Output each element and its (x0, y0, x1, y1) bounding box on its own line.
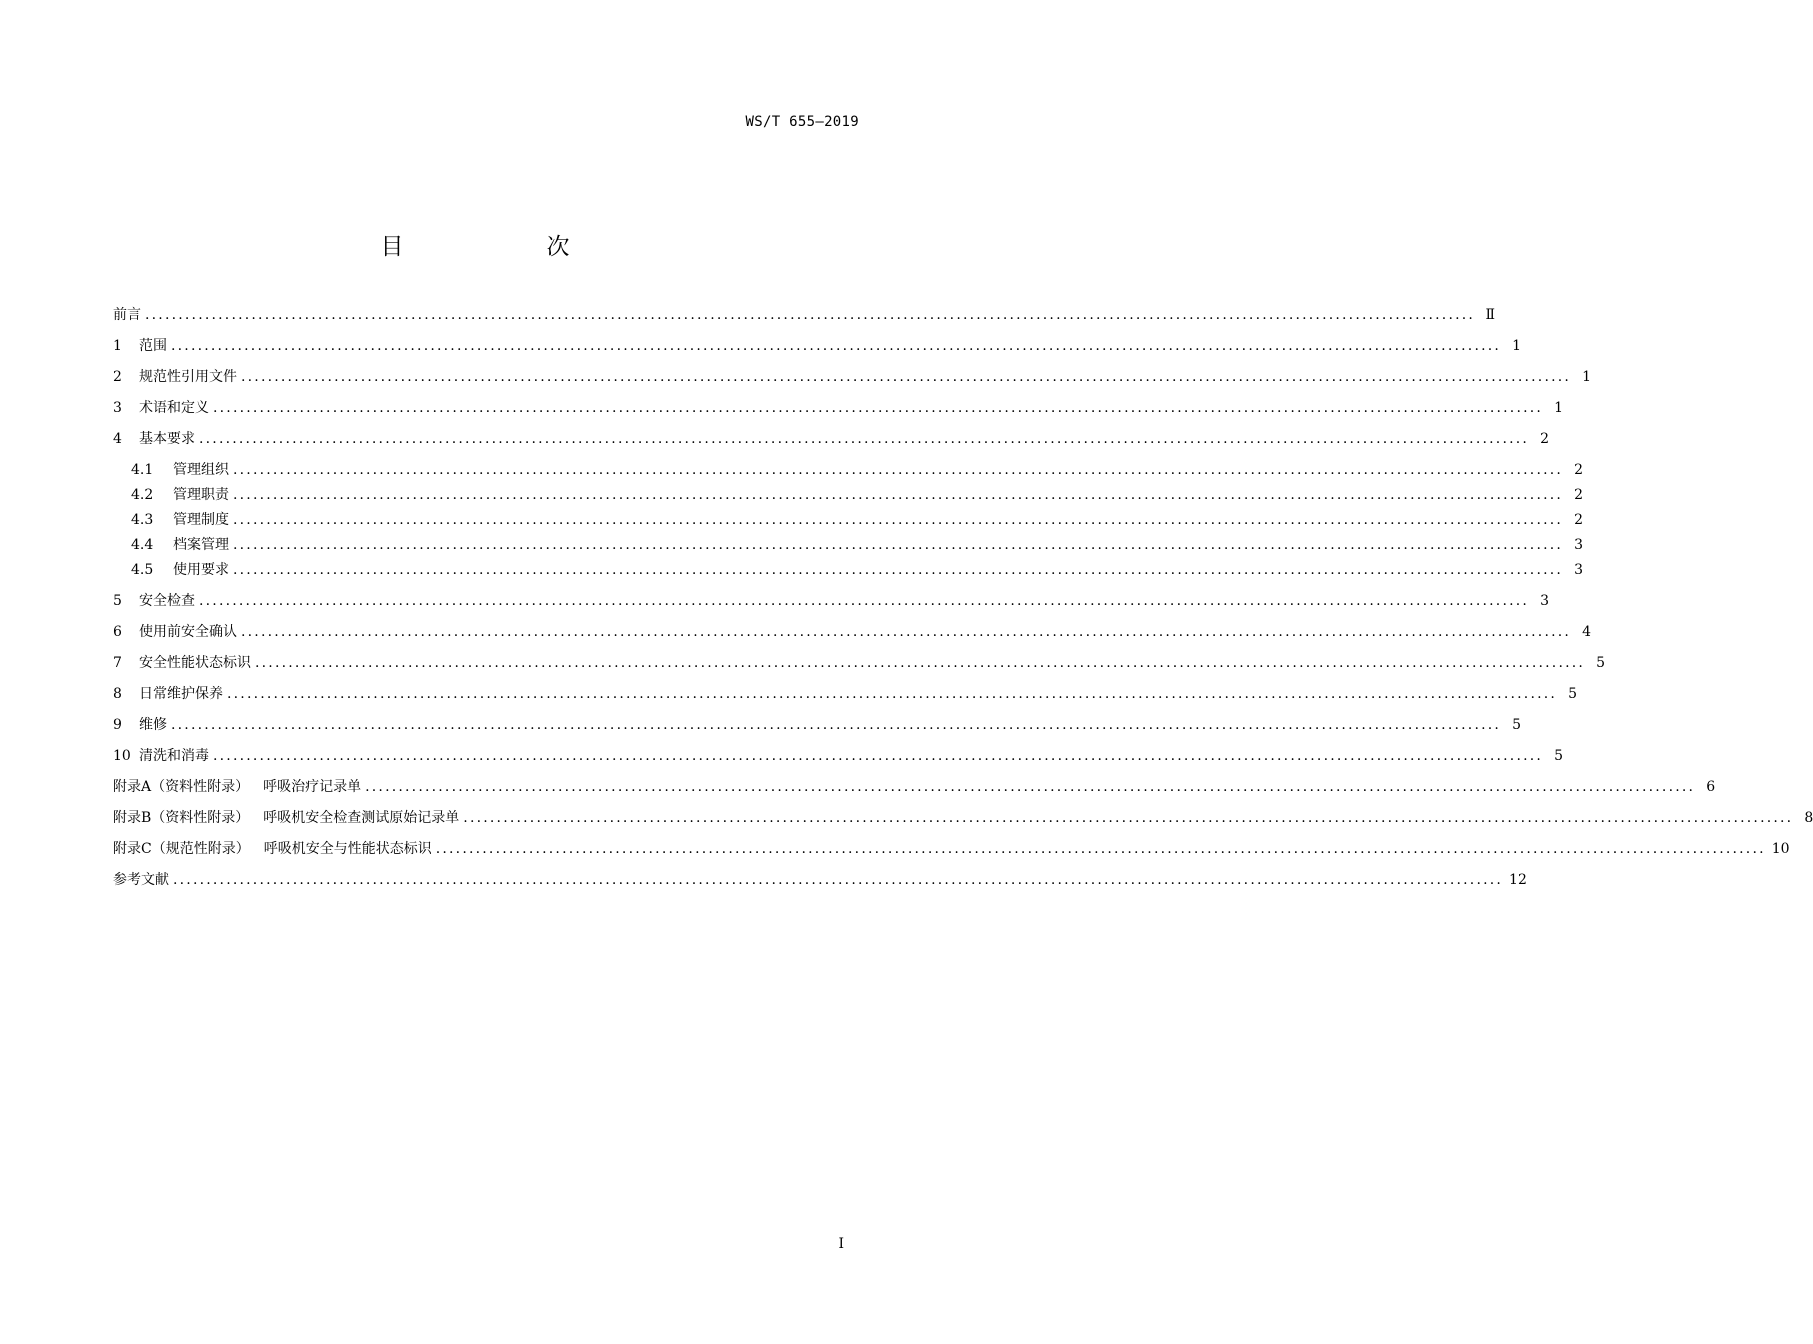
toc-entry-number: 4.3 (131, 512, 154, 528)
toc-entry-appendix-a[interactable] (113, 777, 1716, 808)
toc-entry-5[interactable] (113, 591, 1550, 622)
toc-entry-page: 3 (1540, 593, 1550, 609)
toc-entry-page: 8 (1804, 810, 1813, 826)
toc-entry-title: 管理职责 (173, 487, 229, 503)
toc-entry-title: 参考文献 (113, 872, 169, 888)
toc-entry-title: 前言 (113, 307, 141, 323)
toc-entry-title: 呼吸机安全检查测试原始记录单 (263, 810, 460, 826)
toc-leader: ........................................................................................................................................................................................................ (213, 748, 1544, 764)
toc-entry-title: 管理组织 (173, 462, 229, 478)
toc-entry-page: 1 (1554, 400, 1564, 416)
toc-entry-title: 日常维护保养 (139, 686, 223, 702)
toc-entry-number: 1 (113, 338, 122, 354)
toc-entry-title: 维修 (139, 717, 167, 733)
toc-leader: ........................................................................................................................................................................................................ (233, 512, 1564, 528)
toc-entry-9[interactable] (113, 715, 1522, 746)
toc-entry-page: 1 (1582, 369, 1592, 385)
toc-entry-page: 6 (1706, 779, 1716, 795)
toc-list (113, 305, 1813, 901)
toc-entry-number: 5 (113, 593, 122, 609)
toc-entry-4[interactable] (113, 429, 1550, 460)
toc-entry-3[interactable] (113, 398, 1564, 429)
toc-entry-number: 附录A（资料性附录） (113, 779, 250, 795)
toc-entry-2[interactable] (113, 367, 1592, 398)
standard-code: WS/T 655—2019 (745, 114, 859, 130)
toc-title: 目 次 (380, 234, 630, 260)
toc-entry-title: 清洗和消毒 (139, 748, 209, 764)
toc-entry-title: 安全性能状态标识 (139, 655, 251, 671)
toc-entry-number: 4 (113, 431, 122, 447)
toc-entry-4-1[interactable] (113, 460, 1584, 485)
toc-entry-number: 9 (113, 717, 122, 733)
toc-entry-4-2[interactable] (113, 485, 1584, 510)
toc-entry-title: 管理制度 (173, 512, 229, 528)
toc-entry-title: 使用要求 (173, 562, 229, 578)
toc-entry-title: 基本要求 (139, 431, 195, 447)
toc-entry-page: Ⅱ (1485, 307, 1496, 323)
toc-entry-title: 呼吸机安全与性能状态标识 (263, 841, 432, 857)
toc-leader: ........................................................................................................................................................................................................ (241, 624, 1572, 640)
toc-leader: ........................................................................................................................................................................................................ (199, 593, 1530, 609)
toc-entry-number: 4.1 (131, 462, 154, 478)
toc-leader: ........................................................................................................................................................................................................ (213, 400, 1544, 416)
toc-leader: ........................................................................................................................................................................................................ (233, 487, 1564, 503)
toc-entry-page: 10 (1771, 841, 1790, 857)
toc-entry-number: 附录C（规范性附录） (113, 841, 250, 857)
toc-leader: ........................................................................................................................................................................................................ (173, 872, 1504, 888)
toc-entry-4-5[interactable] (113, 560, 1584, 591)
toc-entry-number: 10 (113, 748, 131, 764)
page-number: I (838, 1236, 844, 1252)
toc-entry-title: 档案管理 (173, 537, 229, 553)
toc-entry-6[interactable] (113, 622, 1592, 653)
toc-leader: ........................................................................................................................................................................................................ (199, 431, 1530, 447)
toc-leader: ........................................................................................................................................................................................................ (463, 810, 1794, 826)
toc-entry-page: 5 (1554, 748, 1564, 764)
toc-entry-page: 5 (1596, 655, 1606, 671)
toc-entry-page: 2 (1540, 431, 1550, 447)
toc-entry-page: 5 (1512, 717, 1522, 733)
toc-leader: ........................................................................................................................................................................................................ (233, 562, 1564, 578)
toc-leader: ........................................................................................................................................................................................................ (227, 686, 1558, 702)
toc-entry-page: 2 (1574, 462, 1584, 478)
toc-entry-appendix-b[interactable] (113, 808, 1813, 839)
toc-entry-number: 2 (113, 369, 122, 385)
toc-entry-number: 4.5 (131, 562, 154, 578)
toc-entry-foreword[interactable] (113, 305, 1496, 336)
toc-entry-title: 规范性引用文件 (139, 369, 237, 385)
toc-entry-8[interactable] (113, 684, 1578, 715)
toc-entry-title: 术语和定义 (139, 400, 209, 416)
toc-leader: ........................................................................................................................................................................................................ (233, 537, 1564, 553)
toc-entry-references[interactable] (113, 870, 1527, 901)
toc-entry-page: 5 (1568, 686, 1578, 702)
toc-entry-number: 7 (113, 655, 122, 671)
toc-entry-appendix-c[interactable] (113, 839, 1790, 870)
toc-entry-page: 1 (1512, 338, 1522, 354)
toc-leader: ........................................................................................................................................................................................................ (365, 779, 1696, 795)
toc-leader: ........................................................................................................................................................................................................ (171, 717, 1502, 733)
toc-entry-number: 4.4 (131, 537, 154, 553)
toc-entry-page: 3 (1574, 562, 1584, 578)
toc-leader: ........................................................................................................................................................................................................ (171, 338, 1502, 354)
toc-entry-page: 3 (1574, 537, 1584, 553)
toc-entry-number: 8 (113, 686, 122, 702)
toc-leader: ........................................................................................................................................................................................................ (435, 841, 1766, 857)
toc-entry-number: 附录B（资料性附录） (113, 810, 250, 826)
toc-entry-10[interactable] (113, 746, 1564, 777)
toc-entry-page: 2 (1574, 487, 1584, 503)
toc-entry-4-3[interactable] (113, 510, 1584, 535)
toc-entry-title: 范围 (139, 338, 167, 354)
toc-entry-7[interactable] (113, 653, 1606, 684)
toc-leader: ........................................................................................................................................................................................................ (145, 307, 1476, 323)
toc-entry-title: 使用前安全确认 (139, 624, 237, 640)
toc-entry-4-4[interactable] (113, 535, 1584, 560)
toc-entry-title: 呼吸治疗记录单 (263, 779, 362, 795)
toc-entry-1[interactable] (113, 336, 1522, 367)
toc-leader: ........................................................................................................................................................................................................ (233, 462, 1564, 478)
toc-entry-number: 6 (113, 624, 122, 640)
toc-leader: ........................................................................................................................................................................................................ (255, 655, 1586, 671)
toc-leader: ........................................................................................................................................................................................................ (241, 369, 1572, 385)
toc-entry-page: 2 (1574, 512, 1584, 528)
toc-entry-title: 安全检查 (139, 593, 195, 609)
toc-entry-number: 3 (113, 400, 122, 416)
toc-entry-number: 4.2 (131, 487, 154, 503)
toc-entry-page: 4 (1582, 624, 1592, 640)
toc-entry-page: 12 (1509, 872, 1527, 888)
